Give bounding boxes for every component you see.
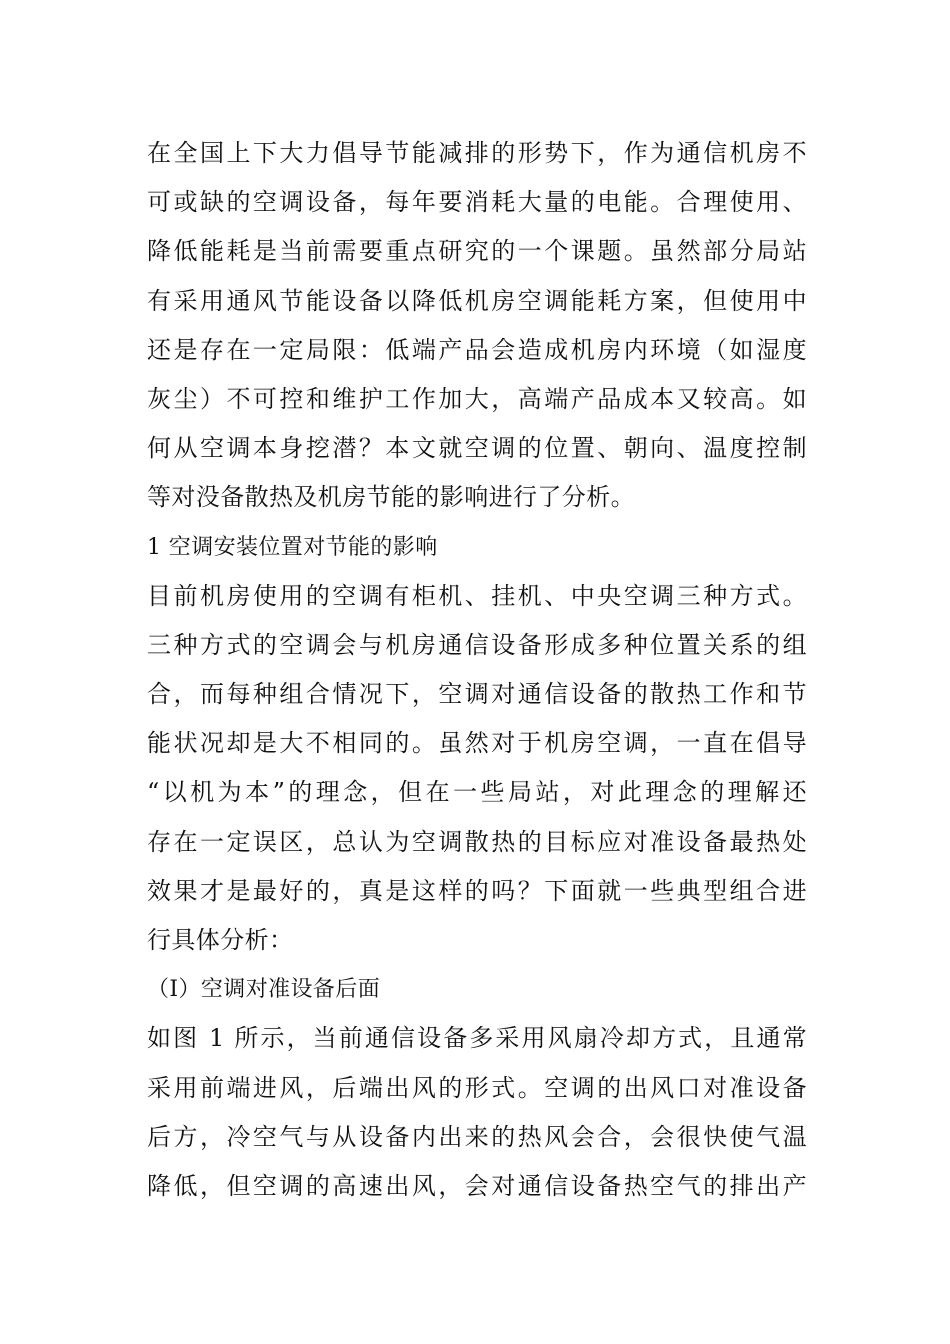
paragraph-line: 降低能耗是当前需要重点研究的一个课题。虽然部分局站 bbox=[147, 237, 807, 266]
paragraph-line: 采用前端进风，后端出风的形式。空调的出风口对准设备 bbox=[147, 1073, 807, 1102]
paragraph-line: 能状况却是大不相同的。虽然对于机房空调，一直在倡导 bbox=[147, 729, 807, 758]
paragraph-line: 三种方式的空调会与机房通信设备形成多种位置关系的组 bbox=[147, 630, 807, 659]
paragraph-line: 等对没备散热及机房节能的影响进行了分析。 bbox=[147, 483, 635, 512]
paragraph-line: 存在一定误区，总认为空调散热的目标应对准设备最热处 bbox=[147, 827, 807, 856]
paragraph-line: 还是存在一定局限：低端产品会造成机房内环境（如湿度 bbox=[147, 335, 807, 364]
paragraph-line: 行具体分析： bbox=[147, 926, 294, 954]
subsection-heading: （Ⅰ）空调对准设备后面 bbox=[147, 977, 381, 1003]
paragraph-line: 在全国上下大力倡导节能减排的形势下，作为通信机房不 bbox=[147, 139, 807, 167]
paragraph-line: “以机为本”的理念，但在一些局站，对此理念的理解还 bbox=[147, 778, 807, 807]
paragraph-line: 效果才是最好的，真是这样的吗？下面就一些典型组合进 bbox=[147, 876, 807, 905]
paragraph-line: 后方，冷空气与从设备内出来的热风会合，会很快使气温 bbox=[147, 1122, 807, 1151]
paragraph-line: 降低，但空调的高速出风，会对通信设备热空气的排出产 bbox=[147, 1171, 807, 1200]
paragraph-line: 合，而每种组合情况下，空调对通信设备的散热工作和节 bbox=[147, 680, 807, 709]
paragraph-line: 有采用通风节能设备以降低机房空调能耗方案，但使用中 bbox=[147, 286, 807, 315]
paragraph-line: 可或缺的空调设备，每年要消耗大量的电能。合理使用、 bbox=[147, 188, 807, 217]
paragraph-line: 灰尘）不可控和维护工作加大，高端产品成本又较高。如 bbox=[147, 384, 807, 413]
paragraph-line: 何从空调本身挖潜？本文就空调的位置、朝向、温度控制 bbox=[147, 434, 807, 463]
document-body bbox=[147, 129, 807, 1211]
section-heading: 1 空调安装位置对节能的影响 bbox=[147, 534, 438, 560]
paragraph-line: 如图 1 所示，当前通信设备多采用风扇冷却方式，且通常 bbox=[147, 1024, 807, 1053]
paragraph-line: 目前机房使用的空调有柜机、挂机、中央空调三种方式。 bbox=[147, 581, 807, 610]
